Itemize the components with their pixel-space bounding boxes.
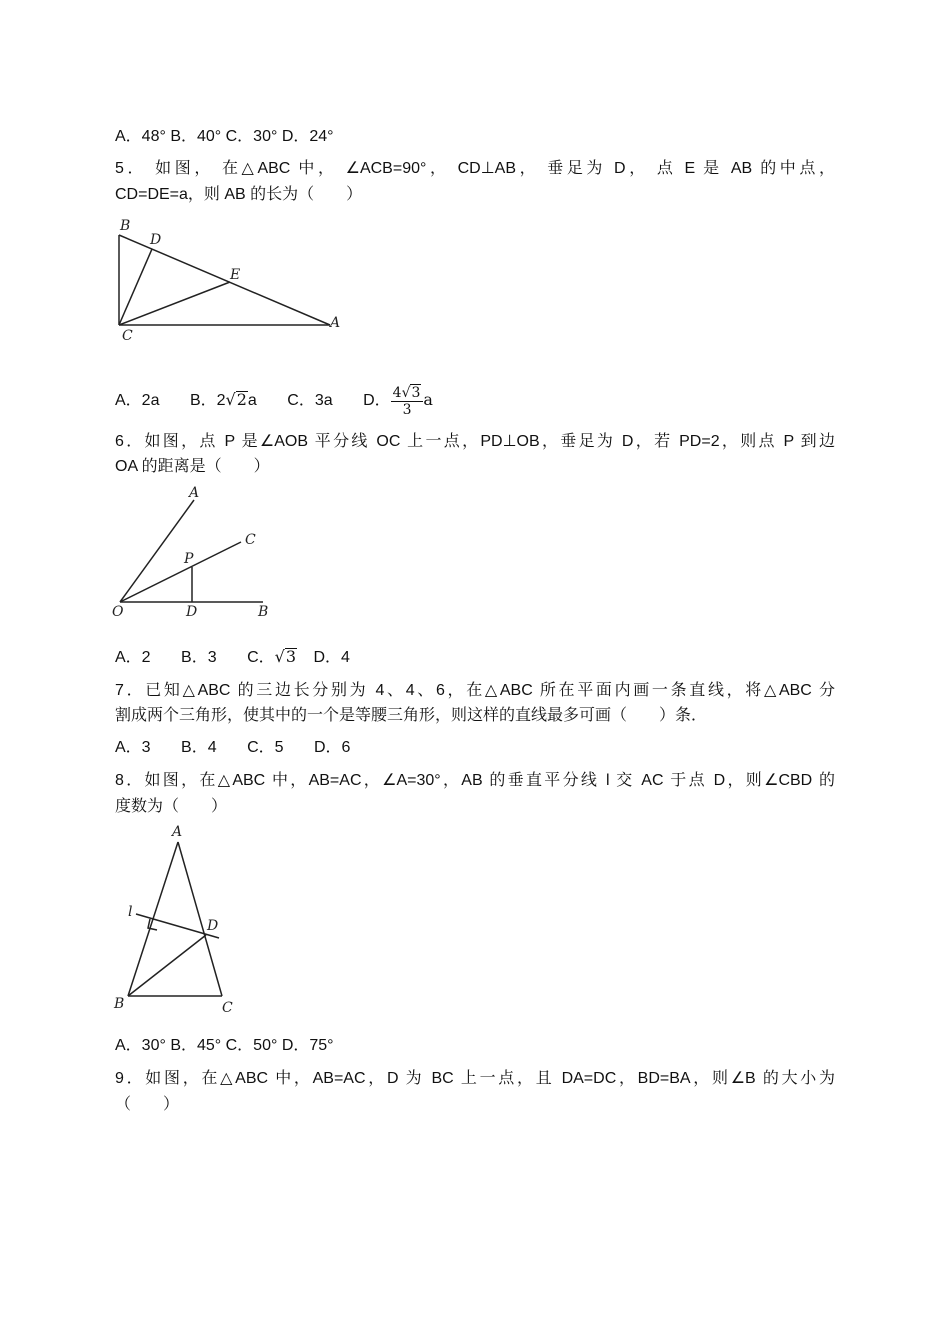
- label-c: C: [122, 328, 133, 344]
- label-c: C: [222, 1000, 233, 1016]
- label-a: A: [330, 315, 341, 331]
- q8-options: A．30° B．45° C．50° D．75°: [115, 1037, 334, 1054]
- segment-bd: [128, 935, 206, 996]
- q5-option-b: B．2√2a: [189, 390, 257, 410]
- label-d: D: [150, 232, 162, 248]
- label-p: P: [184, 551, 194, 567]
- label-b: B: [258, 604, 269, 620]
- q4-options: A．48° B．40° C．30° D．24°: [115, 128, 334, 145]
- q6-option-c-radicand: 3: [285, 647, 297, 666]
- q5-stem-line2: CD=DE=a，则 AB 的长为（ ）: [115, 186, 363, 203]
- q7-stem-line1: 7．已知△ABC 的三边长分别为 4、4、6，在△ABC 所在平面内画一条直线，将△ABC 分: [115, 682, 835, 699]
- q6-stem-line2: OA 的距离是（ ）: [115, 458, 270, 475]
- label-d: D: [186, 604, 198, 620]
- q9-stem-line2: （ ）: [115, 1096, 180, 1113]
- q7-option-b: B．4: [181, 739, 217, 756]
- q7-options: [115, 737, 350, 759]
- q5-options: [115, 384, 433, 418]
- label-b: B: [114, 996, 125, 1012]
- q6-option-d: D．4: [313, 649, 350, 666]
- label-e: E: [230, 267, 241, 283]
- label-a: A: [172, 824, 183, 840]
- q8-figure: [108, 822, 248, 1022]
- q8-stem-line1: 8．如图，在△ABC 中，AB=AC，∠A=30°，AB 的垂直平分线 l 交 AC 于点 D，则∠CBD 的: [115, 772, 835, 789]
- q5-stem-line1: 5． 如图， 在△ABC 中， ∠ACB=90°， CD⊥AB， 垂足为 D， 点 E 是 AB 的中点，: [115, 160, 835, 177]
- q7-option-d: D．6: [313, 739, 351, 756]
- q7-stem-line2: 割成两个三角形，使其中的一个是等腰三角形，则这样的直线最多可画（ ）条．: [115, 707, 708, 724]
- label-l: l: [128, 904, 133, 920]
- q5-option-b-radicand: 2: [236, 390, 247, 410]
- q9-stem-line1: 9．如图，在△ABC 中，AB=AC，D 为 BC 上一点，且 DA=DC，BD=BA，则∠B 的大小为: [115, 1070, 835, 1087]
- label-o: O: [112, 604, 124, 620]
- q6-figure: [108, 482, 278, 627]
- ray-oa: [120, 500, 194, 602]
- q6-option-c: C．√3: [247, 647, 297, 666]
- q5-option-d: D． $\frac{4√3}{3}$ a: [363, 385, 433, 418]
- label-d: D: [207, 918, 219, 934]
- q6-option-b: B．3: [181, 649, 217, 666]
- q6-options: [115, 646, 350, 669]
- q5-option-d-fraction: $\frac{4√3}{3}$: [391, 384, 424, 418]
- label-b: B: [120, 218, 131, 234]
- segment-ba: [119, 235, 330, 325]
- label-c: C: [245, 532, 256, 548]
- q8-stem-line2: 度数为（ ）: [115, 798, 228, 815]
- ray-oc: [120, 542, 241, 602]
- q7-option-c: C．5: [247, 739, 284, 756]
- label-a: A: [189, 485, 200, 501]
- q6-option-a: A．2: [115, 649, 151, 666]
- q5-option-a: A．2a: [115, 392, 160, 410]
- q5-option-c: C．3a: [287, 392, 333, 410]
- q7-option-a: A．3: [115, 739, 151, 756]
- q6-stem-line1: 6．如图，点 P 是∠AOB 平分线 OC 上一点，PD⊥OB，垂足为 D，若 PD=2，则点 P 到边: [115, 433, 835, 450]
- q5-figure: [108, 212, 348, 352]
